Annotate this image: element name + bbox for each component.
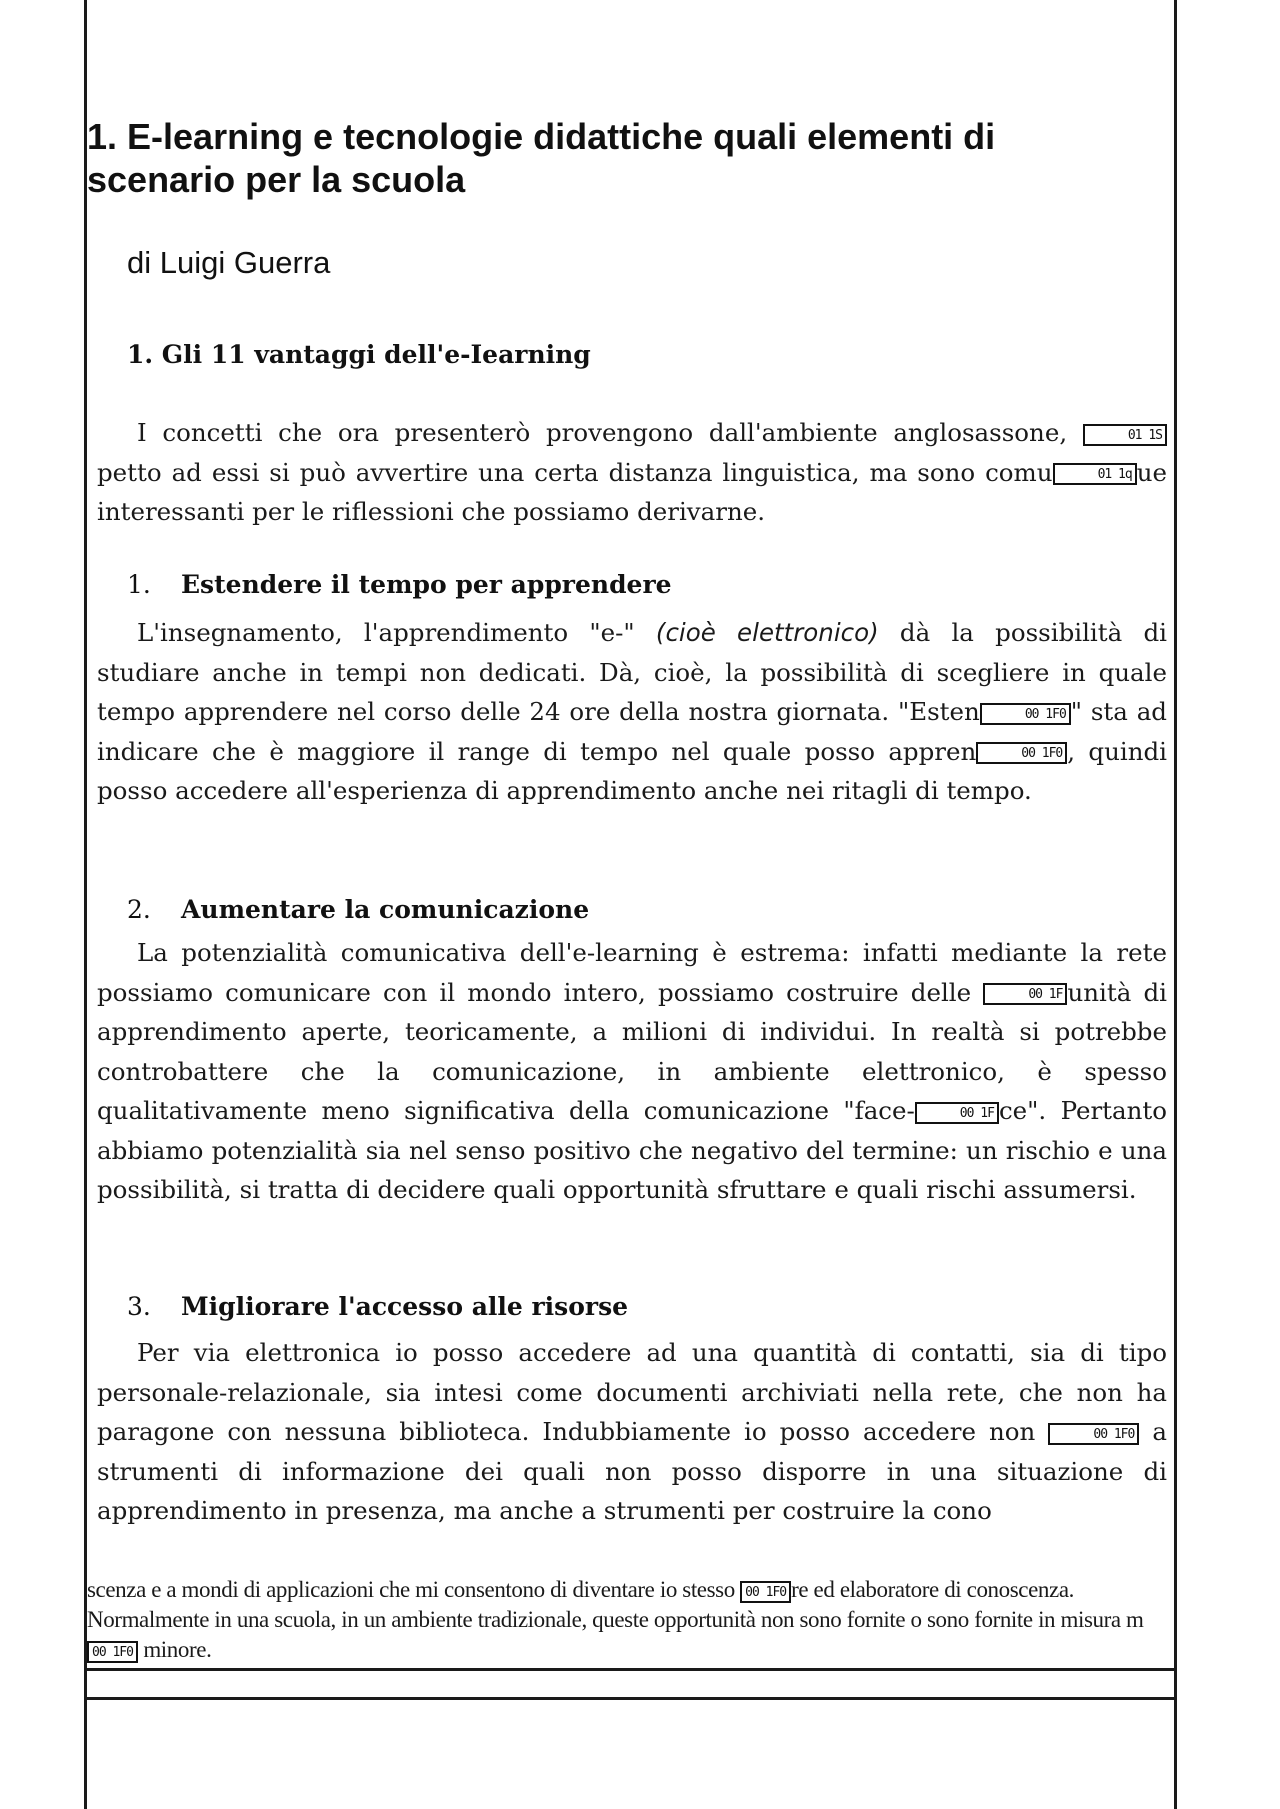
intro-paragraph: I concetti che ora presenterò provengono dall'ambiente anglosassone, 01 1Spetto ad essi si può avvertire una certa distanza linguistica, ma sono comu 01 1q ue interessanti per le riflessioni che possiamo derivarne.	[97, 418, 1167, 526]
missing-glyph-box: 00 1F0	[980, 703, 1071, 725]
missing-glyph-box: 01 1q	[1053, 463, 1137, 485]
missing-glyph-box: 00 1F0	[1048, 1423, 1139, 1445]
document-title: 1. E-learning e tecnologie didattiche quali elementi di scenario per la scuola	[87, 116, 996, 200]
author-line: di Luigi Guerra	[127, 245, 331, 280]
item-heading-2: 2. Aumentare la comunicazione	[127, 895, 590, 924]
continuation-paragraph: scenza e a mondi di applicazioni che mi consentono di diventare io stesso 00 1F0 re ed elaboratore di conoscenza. Normalmente in una scuola, in un ambiente tradizionale, queste opportunità non sono fornite o sono fornite in misura m00 1F0 minore.	[87, 1577, 1144, 1662]
missing-glyph-box: 00 1F0	[740, 1581, 791, 1603]
document-page	[84, 0, 1177, 1809]
missing-glyph-box: 01 1S	[1083, 424, 1167, 446]
horizontal-rule	[87, 1668, 1174, 1671]
item-paragraph-3: Per via elettronica io posso accedere ad una quantità di contatti, sia di tipo personale-relazionale, sia intesi come documenti archiviati nella rete, che non ha paragone con nessuna biblioteca. Indubbiamente io posso accedere non 00 1F0 a strumenti di informazione dei quali non posso disporre in una situazione di apprendimento in presenza, ma anche a strumenti per costruire la cono	[97, 1338, 1167, 1525]
missing-glyph-box: 00 1F	[915, 1102, 999, 1124]
missing-glyph-box: 00 1F0	[87, 1641, 138, 1663]
item-heading-3: 3. Migliorare l'accesso alle risorse	[127, 1292, 629, 1321]
item-heading-1: 1. Estendere il tempo per apprendere	[127, 570, 672, 599]
horizontal-rule	[87, 1697, 1174, 1700]
missing-glyph-box: 00 1F	[983, 983, 1067, 1005]
section-heading: 1. Gli 11 vantaggi dell'e-Iearning	[127, 340, 591, 369]
missing-glyph-box: 00 1F0	[976, 742, 1067, 764]
item-paragraph-1: L'insegnamento, l'apprendimento "e-" (cioè elettronico) dà la possibilità di studiare anche in tempi non dedicati. Dà, cioè, la possibilità di scegliere in quale tempo apprendere nel corso delle 24 ore della nostra giornata. "Esten 00 1F0 " sta ad indicare che è maggiore il range di tempo nel quale posso appren 00 1F0 , quindi posso accedere all'esperienza di apprendimento anche nei ritagli di tempo.	[97, 618, 1167, 805]
item-paragraph-2: La potenzialità comunicativa dell'e-learning è estrema: infatti mediante la rete possiamo comunicare con il mondo intero, possiamo costruire delle 00 1F unità di apprendimento aperte, teoricamente, a milioni di individui. In realtà si potrebbe controbattere che la comunicazione, in ambiente elettronico, è spesso qualitativamente meno significativa della comunicazione "face- 00 1F ce". Pertanto abbiamo potenzialità sia nel senso positivo che negativo del termine: un rischio e una possibilità, si tratta di decidere quali opportunità sfruttare e quali rischi assumersi.	[97, 938, 1168, 1204]
